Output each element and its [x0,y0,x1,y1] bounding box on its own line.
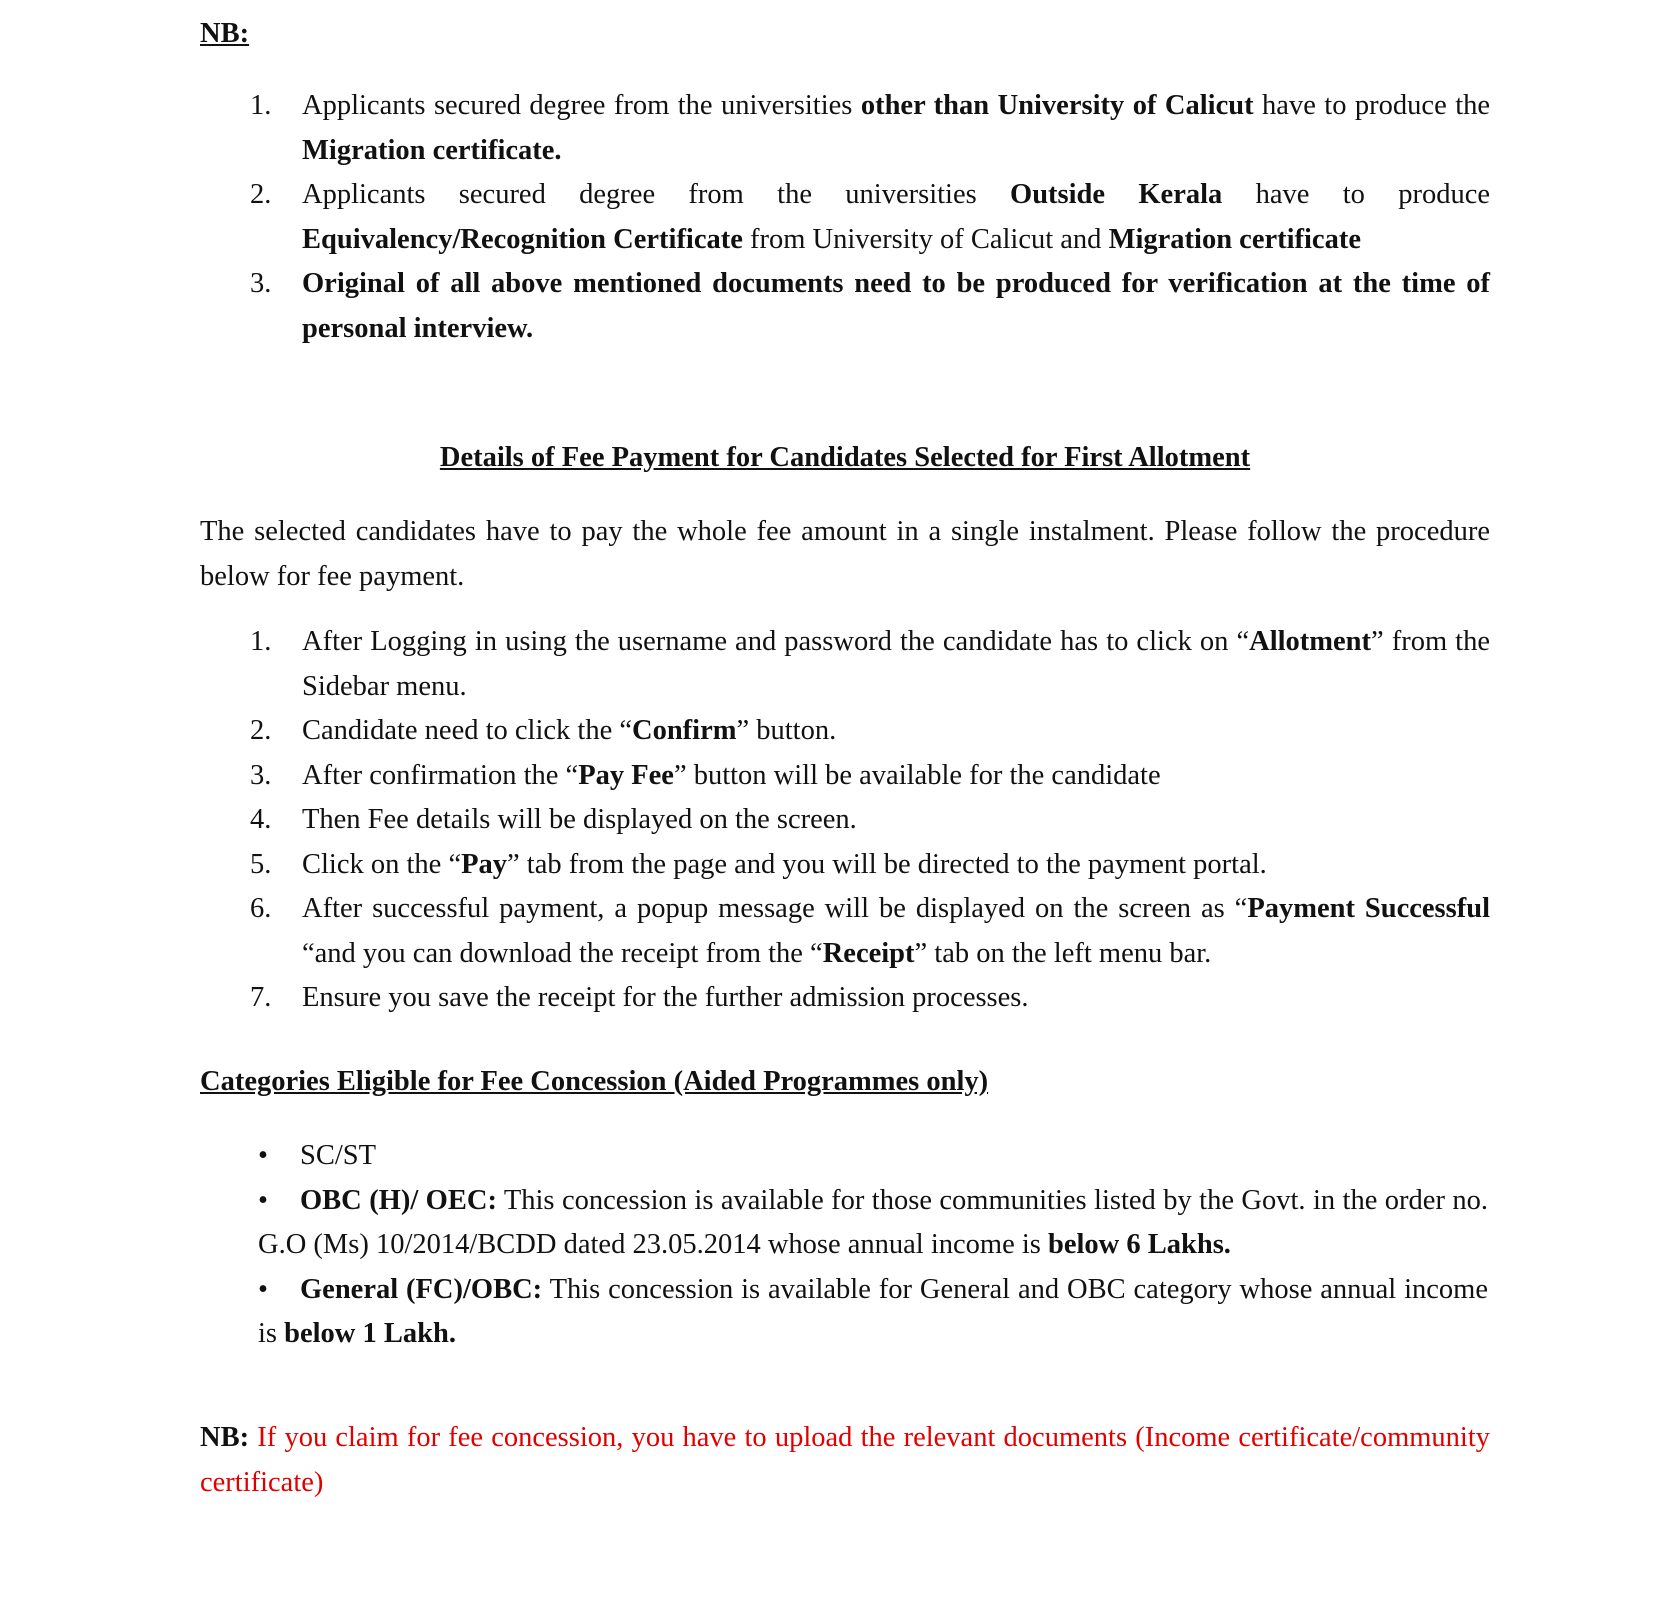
concession-heading: Categories Eligible for Fee Concession (Aided Programmes only) [200,1066,989,1097]
list-item [200,620,1490,709]
list-item [200,173,1490,262]
text-run: This concession is available for General and OBC category whose annual income is [258,1273,1488,1349]
text-run: “and you can download the receipt from the “ [302,937,823,969]
list-item [200,262,1490,351]
bullet-icon: • [258,1184,268,1216]
text-run: Migration certificate [1108,223,1361,255]
text-run: Equivalency/Recognition Certificate [302,223,743,255]
text-run: General (FC)/OBC: [300,1273,543,1305]
bullet-item [198,1134,1488,1179]
text-run: Pay [461,848,508,880]
text-run: have to produce the [1253,90,1491,121]
text-run: Ensure you save the receipt for the further admission processes. [302,982,1029,1013]
text-run: Allotment [1249,626,1371,657]
text-run: ” button. [736,715,837,746]
list-item [200,976,1490,1021]
list-number: 2. [250,179,272,210]
text-run: below 1 Lakh. [284,1318,456,1349]
list-number: 1. [250,626,272,657]
text-run: ” tab from the page and you will be directed to the payment portal. [507,848,1267,880]
list-item [200,843,1490,888]
list-number: 5. [250,848,272,880]
text-run: Receipt [822,937,915,969]
text-run: ” button will be available for the candidate [673,759,1161,791]
fee-payment-steps-list [200,620,1490,1021]
list-number: 3. [250,268,272,299]
bullet-icon: • [258,1273,268,1305]
list-item [200,754,1490,799]
text-run: Outside Kerala [1010,179,1223,210]
text-run: Pay Fee [578,759,674,791]
text-run: This concession is available for those communities listed by the Govt. in the order no. G.O (Ms) 10/2014/BCDD dated 23.05.2014 whose annual income is [258,1184,1488,1260]
text-run: After confirmation the “ [302,759,579,791]
list-item [200,84,1490,173]
list-number: 4. [250,804,272,835]
text-run: Applicants secured degree from the universities [302,179,1011,210]
text-run: Click on the “ [302,848,462,880]
list-number: 2. [250,715,272,746]
list-item [200,709,1490,754]
list-item [200,798,1490,843]
nb-requirements-list [200,84,1490,351]
bullet-item [198,1179,1488,1268]
nb-heading: NB: [200,18,250,49]
text-run: other than University of Calicut [860,90,1254,121]
text-run: Confirm [632,715,737,746]
text-run: SC/ST [300,1140,377,1171]
text-run: ” tab on the left menu bar. [914,937,1212,969]
text-run: Payment Successful [1247,893,1490,924]
final-nb-label: NB: [200,1422,250,1453]
fee-intro-paragraph: The selected candidates have to pay the whole fee amount in a single instalment. Please follow the procedure below for fee payment. [200,516,1490,592]
text-run: have to produce [1222,179,1491,210]
text-run: ” from the Sidebar menu. [302,626,1491,702]
concession-categories-list [198,1134,1488,1357]
text-run: from University of Calicut and [742,223,1109,255]
final-nb-note [200,1416,1490,1505]
list-number: 1. [250,90,272,121]
text-run: After Logging in using the username and password the candidate has to click on “ [302,626,1250,657]
text-run: Candidate need to click the “ [302,715,632,746]
list-number: 3. [250,759,272,791]
list-number: 7. [250,982,272,1013]
fee-payment-heading: Details of Fee Payment for Candidates Selected for First Allotment [439,442,1251,473]
text-run: Migration certificate. [302,134,562,166]
bullet-icon: • [258,1140,268,1171]
text-run: Then Fee details will be displayed on the screen. [302,804,857,835]
list-item [200,887,1490,976]
text-run: After successful payment, a popup message will be displayed on the screen as “ [302,893,1248,924]
final-nb-text: If you claim for fee concession, you have to upload the relevant documents (Income certificate/community certificate) [200,1422,1490,1498]
text-run: OBC (H)/ OEC: [300,1184,497,1216]
text-run: Applicants secured degree from the universities [302,90,861,121]
text-run: Original of all above mentioned documents need to be produced for verification at the time of personal interview. [302,268,1490,344]
text-run: below 6 Lakhs. [1048,1229,1231,1260]
bullet-item [198,1268,1488,1357]
list-number: 6. [250,893,272,924]
